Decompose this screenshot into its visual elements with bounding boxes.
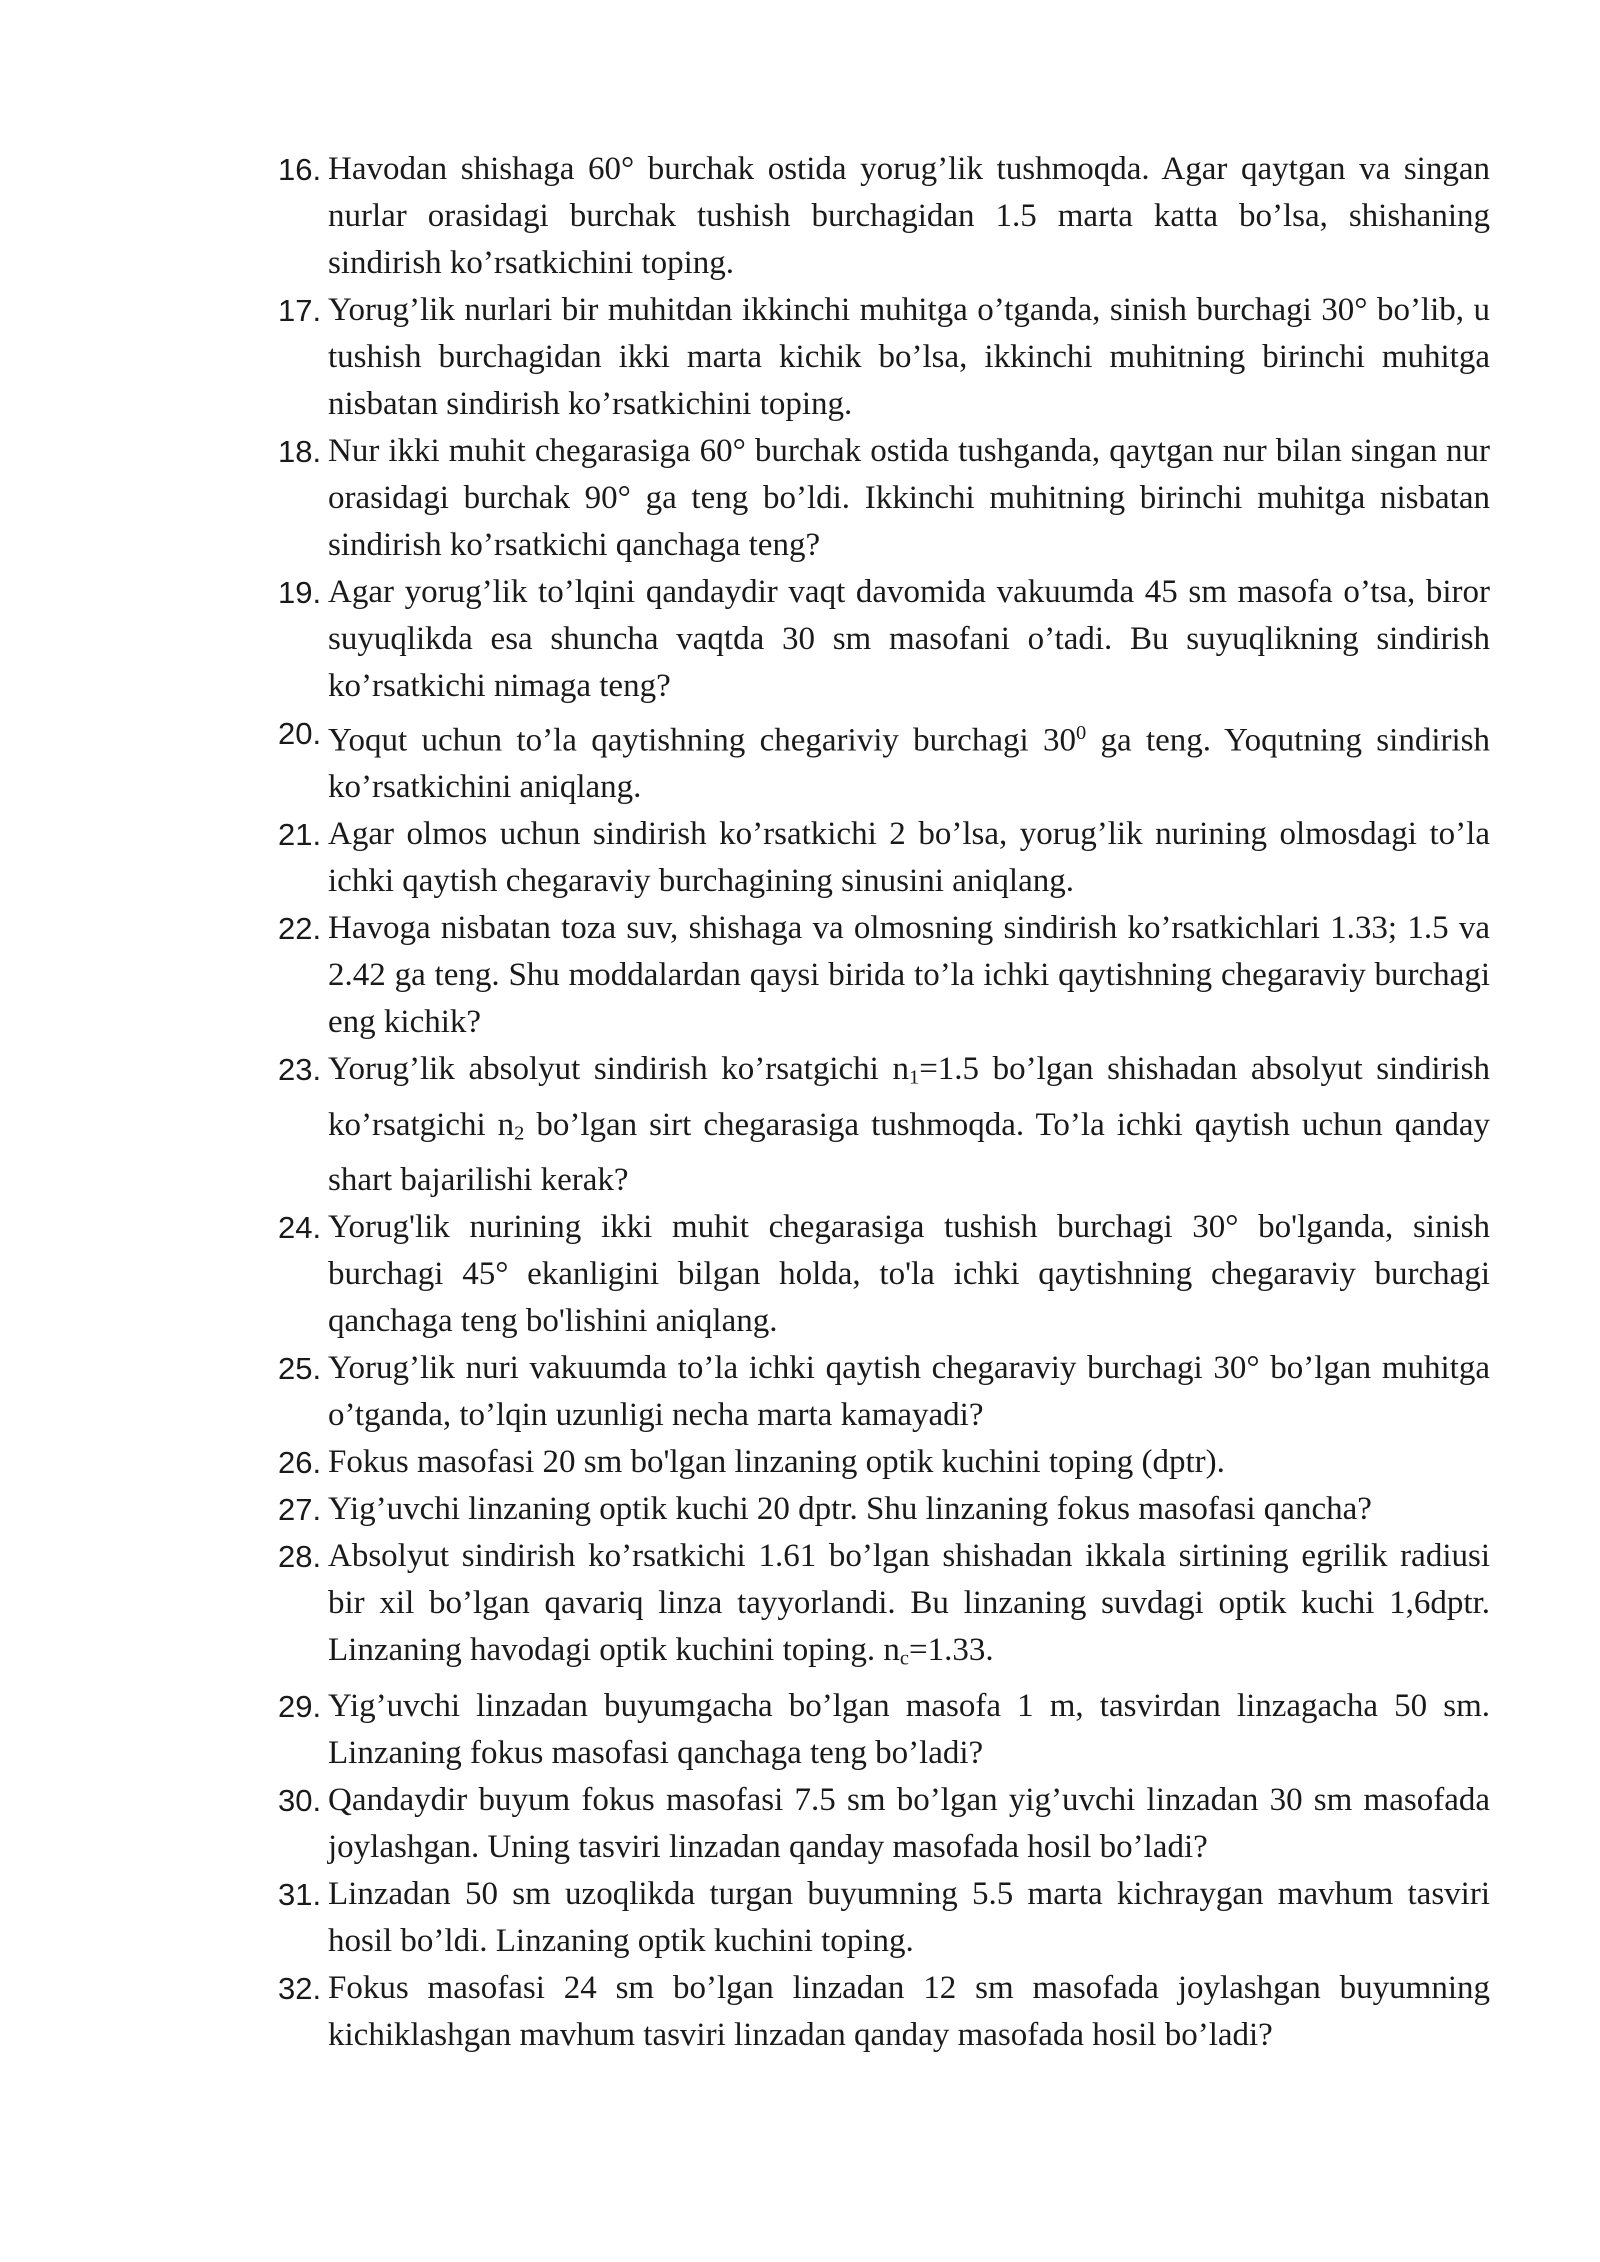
problem-number: 19. (278, 575, 322, 610)
problem-text-part: bo’lgan sirt chegarasiga tushmoqda. To’la ichki qaytish uchun qanday shart bajarilishi kerak? (328, 1106, 1490, 1199)
problem-text: Agar olmos uchun sindirish ko’rsatkichi 2 bo’lsa, yorug’lik nurining olmosdagi to’la ichki qaytish chegaraviy burchagining sinusini aniqlang. (328, 816, 1490, 900)
problem-text: Linzadan 50 sm uzoqlikda turgan buyumning 5.5 marta kichraygan mavhum tasviri hosil bo’ldi. Linzaning optik kuchini toping. (328, 1875, 1490, 1959)
problem-27 (278, 1486, 1490, 1533)
problem-18 (278, 428, 1490, 569)
problem-text-part: Yorug’lik absolyut sindirish ko’rsatgichi n (328, 1051, 909, 1088)
problem-number: 32. (278, 1970, 322, 2006)
problem-text-part: Yoqut uchun to’la qaytishning chegariviy burchagi 30 (328, 722, 1076, 759)
problem-20 (278, 710, 1490, 811)
problem-text: Yig’uvchi linzaning optik kuchi 20 dptr. Shu linzaning fokus masofasi qancha? (328, 1491, 1372, 1528)
problem-number: 26. (278, 1445, 322, 1481)
subscript: 2 (514, 1122, 525, 1145)
problem-21 (278, 811, 1490, 905)
problem-number: 22. (278, 911, 322, 947)
problem-number: 31. (278, 1876, 322, 1912)
problem-list (278, 146, 1490, 2059)
problem-number: 24. (278, 1210, 322, 1246)
problem-text-part: Absolyut sindirish ko’rsatkichi 1.61 bo’lgan shishadan ikkala sirtining egrilik radiusi bir xil bo’lgan qavariq linza tayyorlandi. Bu linzaning suvdagi optik kuchi 1,6dptr. Linzaning havodagi optik kuchini toping. n (328, 1538, 1490, 1669)
problem-text (328, 710, 1490, 811)
problem-32 (278, 1965, 1490, 2059)
problem-30 (278, 1777, 1490, 1871)
problem-25 (278, 1345, 1490, 1439)
problem-text-part: =1.33. (909, 1632, 994, 1669)
problem-text-part: ga teng. Yoqutning sindirish ko’rsatkichini aniqlang. (328, 722, 1490, 806)
problem-number: 30. (278, 1782, 322, 1818)
problem-number: 23. (278, 1052, 322, 1088)
problem-text: Fokus masofasi 20 sm bo'lgan linzaning optik kuchini toping (dptr). (328, 1444, 1225, 1481)
problem-number: 21. (278, 817, 322, 853)
problem-number: 29. (278, 1688, 322, 1724)
problem-text: Nur ikki muhit chegarasiga 60° burchak ostida tushganda, qaytgan nur bilan singan nur orasidagi burchak 90° ga teng bo’ldi. Ikkinchi muhitning birinchi muhitga nisbatan sindirish ko’rsatkichi qanchaga teng? (328, 433, 1490, 563)
problem-text: Agar yorug’lik to’lqini qandaydir vaqt davomida vakuumda 45 sm masofa o’tsa, biror suyuqlikda esa shuncha vaqtda 30 sm masofani o’tadi. Bu suyuqlikning sindirish ko’rsatkichi nimaga teng? (328, 574, 1490, 704)
subscript: c (899, 1647, 909, 1670)
problem-24 (278, 1204, 1490, 1345)
problem-text: Qandaydir buyum fokus masofasi 7.5 sm bo’lgan yig’uvchi linzadan 30 sm masofada joylashgan. Uning tasviri linzadan qanday masofada hosil bo’ladi? (328, 1781, 1490, 1865)
problem-text: Yorug’lik nurlari bir muhitdan ikkinchi muhitga o’tganda, sinish burchagi 30° bo’lib, u tushish burchagidan ikki marta kichik bo’lsa, ikkinchi muhitning birinchi muhitga nisbatan sindirish ko’rsatkichini toping. (328, 292, 1490, 422)
problem-text: Havoga nisbatan toza suv, shishaga va olmosning sindirish ko’rsatkichlari 1.33; 1.5 va 2.42 ga teng. Shu moddalardan qaysi birida to’la ichki qaytishning chegaraviy burchagi eng kichik? (328, 910, 1490, 1041)
problem-text: Fokus masofasi 24 sm bo’lgan linzadan 12 sm masofada joylashgan buyumning kichiklashgan mavhum tasviri linzadan qanday masofada hosil bo’ladi? (328, 1969, 1490, 2053)
problem-number: 17. (278, 293, 322, 328)
problem-text: Havodan shishaga 60° burchak ostida yorug’lik tushmoqda. Agar qaytgan va singan nurlar orasidagi burchak tushish burchagidan 1.5 marta katta bo’lsa, shishaning sindirish ko’rsatkichini toping. (328, 151, 1490, 281)
problem-text: Yorug’lik nuri vakuumda to’la ichki qaytish chegaraviy burchagi 30° bo’lgan muhitga o’tganda, to’lqin uzunligi necha marta kamayadi? (328, 1350, 1490, 1434)
problem-16 (278, 146, 1490, 287)
problem-text: Yorug'lik nurining ikki muhit chegarasiga tushish burchagi 30° bo'lganda, sinish burchagi 45° ekanligini bilgan holda, to'la ichki qaytishning chegaraviy burchagi qanchaga teng bo'lishini aniqlang. (328, 1209, 1490, 1340)
problem-number: 20. (278, 716, 322, 751)
problem-23 (278, 1046, 1490, 1204)
problem-29 (278, 1683, 1490, 1777)
problem-22 (278, 905, 1490, 1046)
problem-text: Yig’uvchi linzadan buyumgacha bo’lgan masofa 1 m, tasvirdan linzagacha 50 sm. Linzaning fokus masofasi qanchaga teng bo’ladi? (328, 1687, 1490, 1771)
problem-number: 18. (278, 434, 322, 469)
problem-text-part: =1.5 bo’lgan shishadan absolyut sindirish ko’rsatgichi n (328, 1051, 1490, 1143)
problem-31 (278, 1871, 1490, 1965)
subscript: 1 (908, 1066, 920, 1089)
problem-number: 25. (278, 1351, 322, 1387)
problem-number: 16. (278, 152, 322, 187)
problem-19 (278, 569, 1490, 710)
problem-28 (278, 1533, 1490, 1683)
problem-number: 28. (278, 1539, 322, 1575)
superscript: 0 (1075, 722, 1087, 744)
problem-17 (278, 287, 1490, 428)
problem-26 (278, 1439, 1490, 1486)
problem-number: 27. (278, 1492, 322, 1528)
problem-text (328, 1533, 1490, 1683)
problem-text (328, 1046, 1490, 1204)
